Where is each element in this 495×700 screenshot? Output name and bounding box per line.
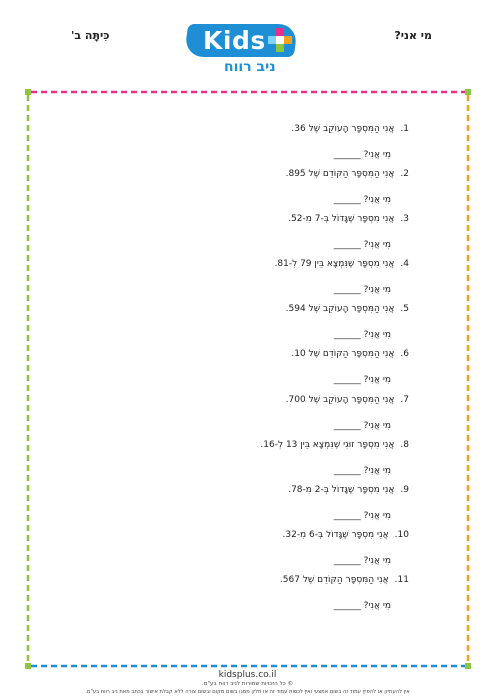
answer-blank[interactable]: מִי אֲנִי? ______ xyxy=(333,375,391,386)
question-text-line xyxy=(109,212,409,226)
question-item xyxy=(109,257,409,302)
question-item xyxy=(109,167,409,212)
question-number: 2. xyxy=(400,169,409,180)
logo-word: Kids xyxy=(203,26,266,55)
question-number: 4. xyxy=(400,259,409,270)
question-item xyxy=(109,302,409,347)
question-text-line xyxy=(109,347,409,361)
question-text: אֲנִי הַמִּסְפָּר הָעוֹקֵב שֶׁל 594. xyxy=(285,304,395,315)
answer-blank[interactable]: מִי אֲנִי? ______ xyxy=(333,555,391,566)
question-number: 5. xyxy=(400,304,409,315)
question-text-line xyxy=(109,393,409,407)
footer-legal: אין להעתיק או להפיץ עמוד זה בשום אמצעי ואין לכסות עמוד זה או חלק ממנו בשום מקום ובשום צורה ללא קבלת אישור בכתב מאת ניב רווח בע"מ. xyxy=(85,689,410,695)
question-item xyxy=(109,573,409,618)
who-am-i-header: מי אני? xyxy=(394,29,432,42)
answer-blank[interactable]: מִי אֲנִי? ______ xyxy=(333,465,391,476)
question-item xyxy=(109,393,409,438)
logo-subtitle: ניב רווח xyxy=(224,59,276,75)
question-number: 3. xyxy=(400,214,409,225)
question-text-line xyxy=(109,438,409,452)
kids-plus-logo xyxy=(186,19,310,75)
question-number: 9. xyxy=(400,484,409,495)
question-text: אֲנִי הַמִּסְפָּר הַקּוֹדֵם שֶׁל 10. xyxy=(291,349,395,360)
question-text: אֲנִי מִסְפָּר שֶׁגָּדוֹל בְּ-7 מִ-52. xyxy=(288,214,395,225)
question-text-line xyxy=(109,122,409,136)
footer-copyright: © כל הזכויות שמורות לניב רווח בע"מ. xyxy=(201,681,294,687)
answer-blank[interactable]: מִי אֲנִי? ______ xyxy=(333,240,391,251)
question-number: 11. xyxy=(394,574,409,585)
answer-blank[interactable]: מִי אֲנִי? ______ xyxy=(333,150,391,160)
question-list xyxy=(109,122,409,618)
question-text: אֲנִי מִסְפָּר שֶׁנִּמְצָא בֵּין 79 לְ-81. xyxy=(274,259,395,270)
question-text: אֲנִי הַמִּסְפָּר הָעוֹקֵב שֶׁל 36. xyxy=(291,124,395,134)
answer-blank[interactable]: מִי אֲנִי? ______ xyxy=(333,195,391,206)
question-item xyxy=(109,212,409,257)
question-number: 10. xyxy=(394,529,409,540)
question-text-line xyxy=(109,302,409,316)
question-text: אֲנִי מִסְפָּר שֶׁגָּדוֹל בְּ-2 מִ-78. xyxy=(288,484,395,495)
answer-blank[interactable]: מִי אֲנִי? ______ xyxy=(333,600,391,611)
question-number: 6. xyxy=(400,349,409,360)
question-text: אֲנִי מִסְפָּר שֶׁגָּדוֹל בְּ-6 מִ-32. xyxy=(282,529,389,540)
question-item xyxy=(109,122,409,167)
question-text-line xyxy=(109,573,409,587)
plus-icon xyxy=(266,26,294,54)
question-text-line xyxy=(109,483,409,497)
question-number: 7. xyxy=(400,394,409,405)
question-text: אֲנִי מִסְפָּר זוּגִי שֶׁנִּמְצָא בֵּין 13 לְ-16. xyxy=(260,439,395,450)
question-text-line xyxy=(109,257,409,271)
question-number: 8. xyxy=(400,439,409,450)
question-item xyxy=(109,483,409,528)
footer-url: kidsplus.co.il xyxy=(218,670,277,680)
question-text: אֲנִי הַמִּסְפָּר הַקּוֹדֵם שֶׁל 567. xyxy=(279,574,389,585)
question-text-line xyxy=(109,528,409,542)
question-text: אֲנִי הַמִּסְפָּר הַקּוֹדֵם שֶׁל 895. xyxy=(285,169,395,180)
question-item xyxy=(109,347,409,392)
answer-blank[interactable]: מִי אֲנִי? ______ xyxy=(333,420,391,431)
answer-blank[interactable]: מִי אֲנִי? ______ xyxy=(333,510,391,521)
question-text-line xyxy=(109,167,409,181)
question-item xyxy=(109,438,409,483)
answer-blank[interactable]: מִי אֲנִי? ______ xyxy=(333,330,391,341)
question-item xyxy=(109,528,409,573)
grade-label: כִּיתָּה ב' xyxy=(71,29,110,42)
question-text: אֲנִי הַמִּסְפָּר הָעוֹקֵב שֶׁל 700. xyxy=(285,394,395,405)
answer-blank[interactable]: מִי אֲנִי? ______ xyxy=(333,285,391,296)
question-number: 1. xyxy=(400,124,409,134)
